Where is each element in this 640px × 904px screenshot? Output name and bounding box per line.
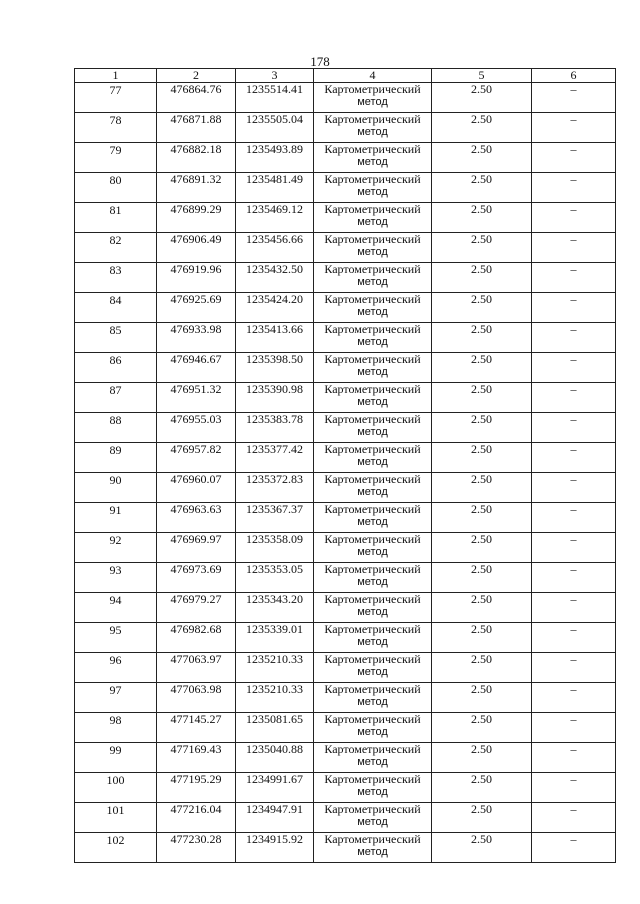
y-coordinate-cell: 1235081.65 [236, 713, 314, 743]
x-coordinate-cell: 477230.28 [157, 833, 236, 863]
method-line-2: метод [357, 665, 388, 678]
table-row [75, 563, 616, 593]
note-cell: – [532, 203, 616, 233]
method-cell [314, 143, 432, 173]
x-coordinate-cell: 477145.27 [157, 713, 236, 743]
table-row [75, 413, 616, 443]
method-line-2: метод [357, 275, 388, 288]
note-cell: – [532, 293, 616, 323]
table-row [75, 803, 616, 833]
accuracy-cell: 2.50 [432, 803, 532, 833]
accuracy-cell: 2.50 [432, 593, 532, 623]
point-number-cell: 84 [75, 293, 157, 323]
note-cell: – [532, 113, 616, 143]
x-coordinate-cell: 476946.67 [157, 353, 236, 383]
table-header-row [75, 69, 616, 83]
accuracy-cell: 2.50 [432, 653, 532, 683]
method-line-2: метод [357, 545, 388, 558]
y-coordinate-cell: 1235210.33 [236, 683, 314, 713]
y-coordinate-cell: 1235390.98 [236, 383, 314, 413]
x-coordinate-cell: 476925.69 [157, 293, 236, 323]
x-coordinate-cell: 476891.32 [157, 173, 236, 203]
method-cell [314, 323, 432, 353]
y-coordinate-cell: 1235377.42 [236, 443, 314, 473]
accuracy-cell: 2.50 [432, 173, 532, 203]
table-row [75, 233, 616, 263]
note-cell: – [532, 143, 616, 173]
x-coordinate-cell: 476969.97 [157, 533, 236, 563]
point-number-cell: 77 [75, 83, 157, 113]
y-coordinate-cell: 1235343.20 [236, 593, 314, 623]
method-line-2: метод [357, 95, 388, 108]
note-cell: – [532, 653, 616, 683]
method-line-1: Картометрический [324, 472, 421, 486]
y-coordinate-cell: 1234991.67 [236, 773, 314, 803]
note-cell: – [532, 833, 616, 863]
method-line-2: метод [357, 395, 388, 408]
point-number-cell: 80 [75, 173, 157, 203]
point-number-cell: 82 [75, 233, 157, 263]
method-cell [314, 443, 432, 473]
method-line-2: метод [357, 755, 388, 768]
accuracy-cell: 2.50 [432, 353, 532, 383]
column-header: 2 [157, 69, 236, 83]
point-number-cell: 88 [75, 413, 157, 443]
table-row [75, 443, 616, 473]
note-cell: – [532, 743, 616, 773]
method-line-2: метод [357, 575, 388, 588]
method-cell [314, 743, 432, 773]
accuracy-cell: 2.50 [432, 533, 532, 563]
method-line-2: метод [357, 485, 388, 498]
y-coordinate-cell: 1235456.66 [236, 233, 314, 263]
method-line-2: метод [357, 425, 388, 438]
table-row [75, 473, 616, 503]
accuracy-cell: 2.50 [432, 113, 532, 143]
accuracy-cell: 2.50 [432, 203, 532, 233]
method-line-1: Картометрический [324, 652, 421, 666]
table-row [75, 173, 616, 203]
point-number-cell: 90 [75, 473, 157, 503]
method-line-2: метод [357, 215, 388, 228]
method-cell [314, 533, 432, 563]
table-row [75, 683, 616, 713]
point-number-cell: 93 [75, 563, 157, 593]
method-cell [314, 263, 432, 293]
x-coordinate-cell: 476960.07 [157, 473, 236, 503]
method-cell [314, 563, 432, 593]
method-line-1: Картометрический [324, 502, 421, 516]
table-row [75, 833, 616, 863]
note-cell: – [532, 353, 616, 383]
table-row [75, 353, 616, 383]
table-row [75, 143, 616, 173]
table-row [75, 653, 616, 683]
accuracy-cell: 2.50 [432, 83, 532, 113]
accuracy-cell: 2.50 [432, 773, 532, 803]
note-cell: – [532, 713, 616, 743]
accuracy-cell: 2.50 [432, 443, 532, 473]
point-number-cell: 85 [75, 323, 157, 353]
accuracy-cell: 2.50 [432, 383, 532, 413]
x-coordinate-cell: 476864.76 [157, 83, 236, 113]
table-row [75, 203, 616, 233]
note-cell: – [532, 443, 616, 473]
page-number: 178 [310, 54, 330, 69]
point-number-cell: 86 [75, 353, 157, 383]
method-cell [314, 203, 432, 233]
y-coordinate-cell: 1235432.50 [236, 263, 314, 293]
point-number-cell: 102 [75, 833, 157, 863]
note-cell: – [532, 803, 616, 833]
y-coordinate-cell: 1235383.78 [236, 413, 314, 443]
point-number-cell: 91 [75, 503, 157, 533]
note-cell: – [532, 83, 616, 113]
note-cell: – [532, 683, 616, 713]
method-line-2: метод [357, 695, 388, 708]
method-line-2: метод [357, 725, 388, 738]
column-header: 6 [532, 69, 616, 83]
accuracy-cell: 2.50 [432, 743, 532, 773]
note-cell: – [532, 623, 616, 653]
method-line-1: Картометрический [324, 802, 421, 816]
note-cell: – [532, 503, 616, 533]
method-line-1: Картометрический [324, 592, 421, 606]
accuracy-cell: 2.50 [432, 263, 532, 293]
method-line-1: Картометрический [324, 142, 421, 156]
x-coordinate-cell: 477195.29 [157, 773, 236, 803]
method-cell [314, 173, 432, 203]
point-number-cell: 87 [75, 383, 157, 413]
accuracy-cell: 2.50 [432, 833, 532, 863]
method-line-2: метод [357, 635, 388, 648]
point-number-cell: 78 [75, 113, 157, 143]
table-row [75, 593, 616, 623]
method-cell [314, 293, 432, 323]
method-cell [314, 833, 432, 863]
note-cell: – [532, 533, 616, 563]
x-coordinate-cell: 477063.97 [157, 653, 236, 683]
table-row [75, 623, 616, 653]
y-coordinate-cell: 1235358.09 [236, 533, 314, 563]
x-coordinate-cell: 476982.68 [157, 623, 236, 653]
column-header: 1 [75, 69, 157, 83]
table-row [75, 383, 616, 413]
table-row [75, 293, 616, 323]
x-coordinate-cell: 476933.98 [157, 323, 236, 353]
x-coordinate-cell: 476919.96 [157, 263, 236, 293]
x-coordinate-cell: 476957.82 [157, 443, 236, 473]
y-coordinate-cell: 1235040.88 [236, 743, 314, 773]
method-line-1: Картометрический [324, 82, 421, 96]
method-line-2: метод [357, 845, 388, 858]
point-number-cell: 83 [75, 263, 157, 293]
method-cell [314, 413, 432, 443]
point-number-cell: 95 [75, 623, 157, 653]
method-line-2: метод [357, 335, 388, 348]
method-line-2: метод [357, 155, 388, 168]
method-cell [314, 233, 432, 263]
accuracy-cell: 2.50 [432, 503, 532, 533]
method-line-1: Картометрический [324, 112, 421, 126]
note-cell: – [532, 473, 616, 503]
method-line-1: Картометрический [324, 442, 421, 456]
point-number-cell: 89 [75, 443, 157, 473]
y-coordinate-cell: 1235367.37 [236, 503, 314, 533]
table-row [75, 503, 616, 533]
method-line-2: метод [357, 785, 388, 798]
method-line-1: Картометрический [324, 292, 421, 306]
method-cell [314, 593, 432, 623]
accuracy-cell: 2.50 [432, 563, 532, 593]
x-coordinate-cell: 476973.69 [157, 563, 236, 593]
table-row [75, 263, 616, 293]
method-line-2: метод [357, 365, 388, 378]
accuracy-cell: 2.50 [432, 413, 532, 443]
method-line-2: метод [357, 245, 388, 258]
method-cell [314, 683, 432, 713]
x-coordinate-cell: 476871.88 [157, 113, 236, 143]
y-coordinate-cell: 1235514.41 [236, 83, 314, 113]
point-number-cell: 100 [75, 773, 157, 803]
method-line-1: Картометрический [324, 622, 421, 636]
note-cell: – [532, 233, 616, 263]
method-cell [314, 773, 432, 803]
method-line-1: Картометрический [324, 562, 421, 576]
note-cell: – [532, 563, 616, 593]
x-coordinate-cell: 477169.43 [157, 743, 236, 773]
accuracy-cell: 2.50 [432, 233, 532, 263]
y-coordinate-cell: 1235424.20 [236, 293, 314, 323]
y-coordinate-cell: 1235353.05 [236, 563, 314, 593]
method-cell [314, 623, 432, 653]
method-line-1: Картометрический [324, 742, 421, 756]
point-number-cell: 79 [75, 143, 157, 173]
point-number-cell: 94 [75, 593, 157, 623]
point-number-cell: 92 [75, 533, 157, 563]
table-row [75, 83, 616, 113]
accuracy-cell: 2.50 [432, 473, 532, 503]
method-cell [314, 803, 432, 833]
method-cell [314, 713, 432, 743]
method-line-2: метод [357, 605, 388, 618]
note-cell: – [532, 263, 616, 293]
x-coordinate-cell: 476906.49 [157, 233, 236, 263]
column-header: 5 [432, 69, 532, 83]
y-coordinate-cell: 1234915.92 [236, 833, 314, 863]
method-cell [314, 473, 432, 503]
method-line-1: Картометрический [324, 172, 421, 186]
method-line-2: метод [357, 185, 388, 198]
table-row [75, 533, 616, 563]
table-row [75, 713, 616, 743]
method-line-1: Картометрический [324, 832, 421, 846]
y-coordinate-cell: 1235505.04 [236, 113, 314, 143]
x-coordinate-cell: 476882.18 [157, 143, 236, 173]
y-coordinate-cell: 1235469.12 [236, 203, 314, 233]
y-coordinate-cell: 1235210.33 [236, 653, 314, 683]
accuracy-cell: 2.50 [432, 623, 532, 653]
method-cell [314, 113, 432, 143]
column-header: 4 [314, 69, 432, 83]
method-line-2: метод [357, 515, 388, 528]
method-line-1: Картометрический [324, 352, 421, 366]
method-line-1: Картометрический [324, 772, 421, 786]
accuracy-cell: 2.50 [432, 713, 532, 743]
x-coordinate-cell: 476899.29 [157, 203, 236, 233]
accuracy-cell: 2.50 [432, 293, 532, 323]
method-line-1: Картометрический [324, 532, 421, 546]
method-line-1: Картометрический [324, 202, 421, 216]
accuracy-cell: 2.50 [432, 323, 532, 353]
point-number-cell: 96 [75, 653, 157, 683]
method-line-1: Картометрический [324, 322, 421, 336]
y-coordinate-cell: 1235398.50 [236, 353, 314, 383]
method-cell [314, 83, 432, 113]
method-line-2: метод [357, 305, 388, 318]
note-cell: – [532, 383, 616, 413]
x-coordinate-cell: 476951.32 [157, 383, 236, 413]
method-cell [314, 503, 432, 533]
method-line-2: метод [357, 815, 388, 828]
x-coordinate-cell: 477216.04 [157, 803, 236, 833]
method-line-1: Картометрический [324, 232, 421, 246]
note-cell: – [532, 173, 616, 203]
method-cell [314, 653, 432, 683]
y-coordinate-cell: 1235372.83 [236, 473, 314, 503]
table-row [75, 773, 616, 803]
method-cell [314, 383, 432, 413]
x-coordinate-cell: 476963.63 [157, 503, 236, 533]
y-coordinate-cell: 1235493.89 [236, 143, 314, 173]
method-line-1: Картометрический [324, 262, 421, 276]
x-coordinate-cell: 477063.98 [157, 683, 236, 713]
method-line-1: Картометрический [324, 712, 421, 726]
note-cell: – [532, 773, 616, 803]
method-line-2: метод [357, 125, 388, 138]
point-number-cell: 101 [75, 803, 157, 833]
x-coordinate-cell: 476955.03 [157, 413, 236, 443]
y-coordinate-cell: 1235413.66 [236, 323, 314, 353]
method-line-1: Картометрический [324, 382, 421, 396]
column-header: 3 [236, 69, 314, 83]
coordinates-table [74, 68, 616, 863]
point-number-cell: 97 [75, 683, 157, 713]
table-row [75, 323, 616, 353]
method-cell [314, 353, 432, 383]
table-row [75, 743, 616, 773]
table-row [75, 113, 616, 143]
accuracy-cell: 2.50 [432, 683, 532, 713]
x-coordinate-cell: 476979.27 [157, 593, 236, 623]
y-coordinate-cell: 1235481.49 [236, 173, 314, 203]
point-number-cell: 81 [75, 203, 157, 233]
point-number-cell: 98 [75, 713, 157, 743]
method-line-2: метод [357, 455, 388, 468]
note-cell: – [532, 593, 616, 623]
point-number-cell: 99 [75, 743, 157, 773]
method-line-1: Картометрический [324, 412, 421, 426]
accuracy-cell: 2.50 [432, 143, 532, 173]
y-coordinate-cell: 1234947.91 [236, 803, 314, 833]
note-cell: – [532, 413, 616, 443]
y-coordinate-cell: 1235339.01 [236, 623, 314, 653]
method-line-1: Картометрический [324, 682, 421, 696]
note-cell: – [532, 323, 616, 353]
